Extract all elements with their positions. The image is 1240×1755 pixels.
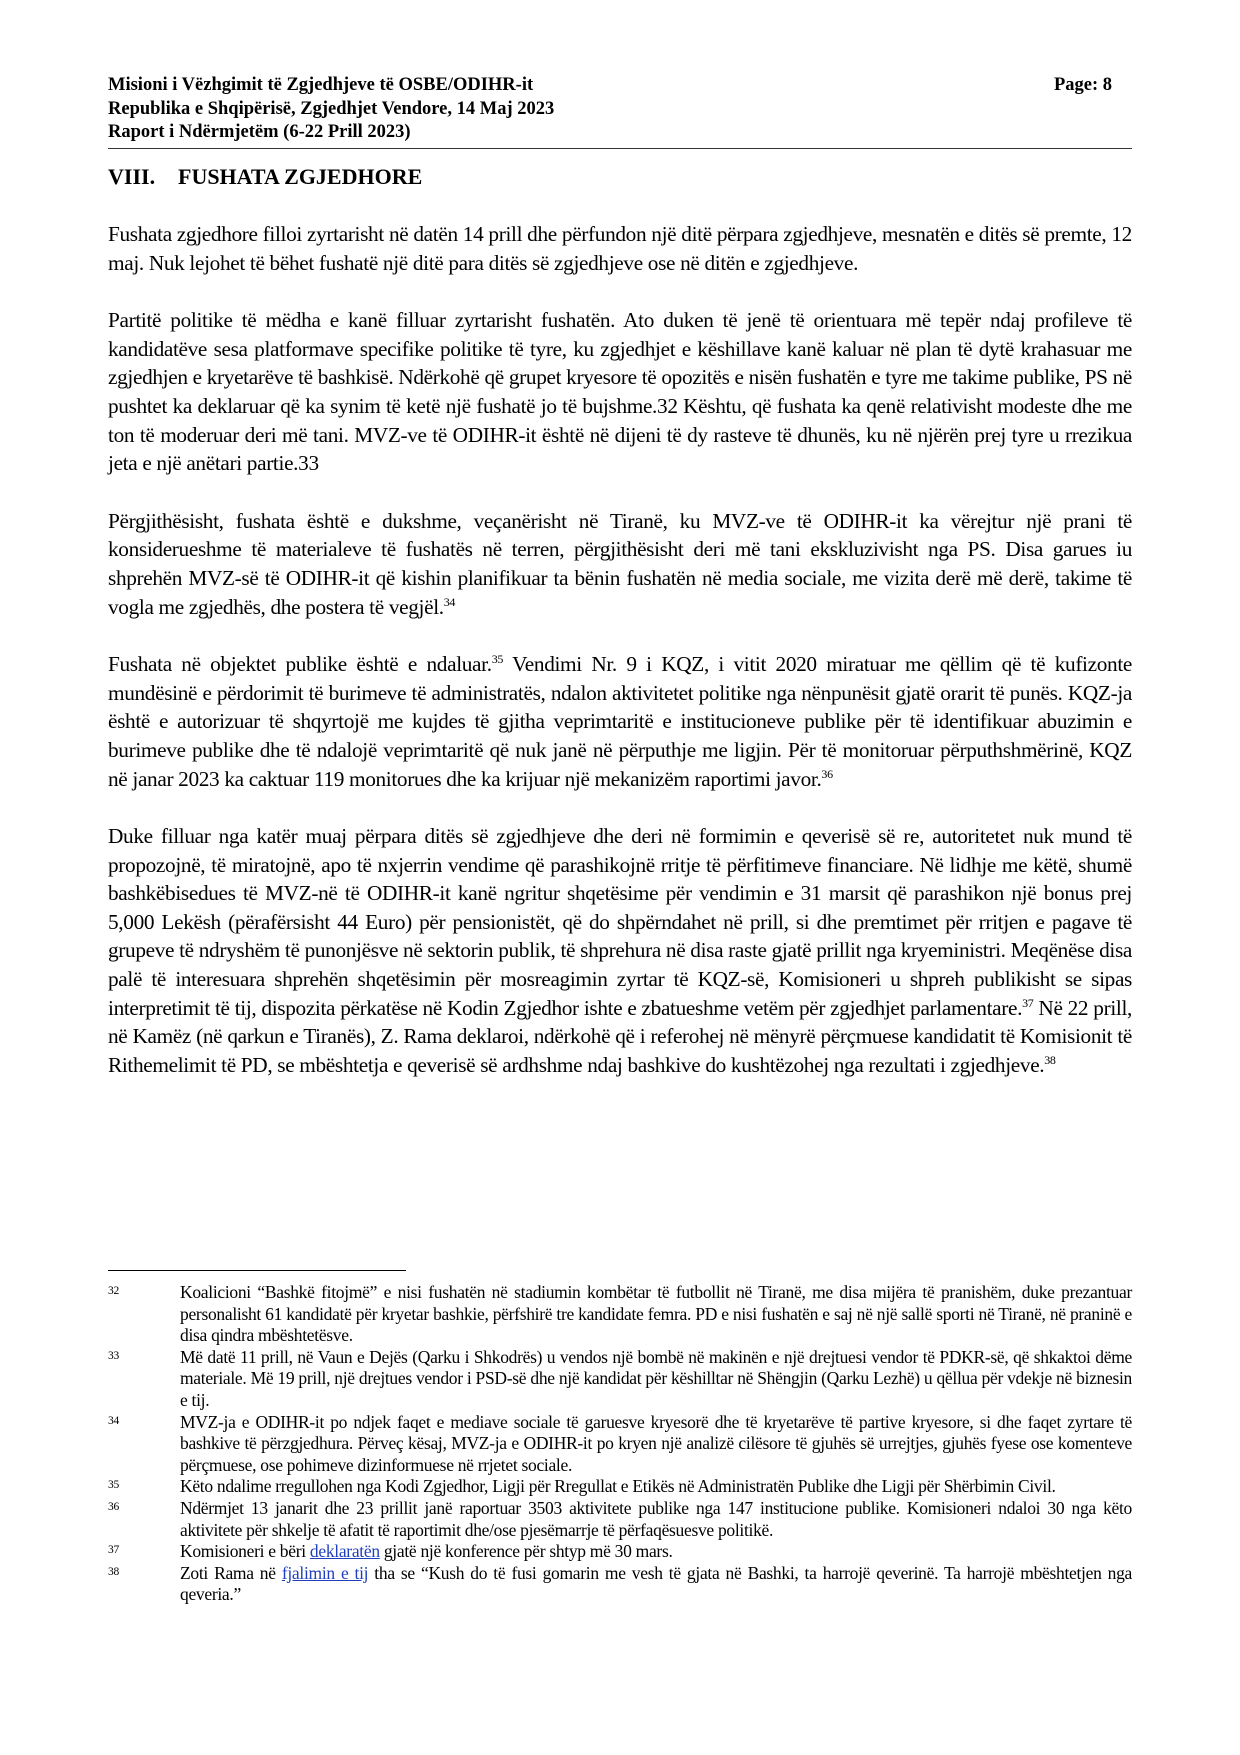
paragraph-campaign-period: Fushata zgjedhore filloi zyrtarisht në datën 14 prill dhe përfundon një ditë përpara zgjedhjeve, mesnatën e ditës së premte, 12 maj. Nuk lejohet të bëhet fushatë një ditë para ditës së zgjedhjeve ose në ditën e zgjedhjeve. — [108, 222, 1132, 275]
footnote-ref-36[interactable]: 36 — [821, 766, 833, 781]
footnote-ref-35[interactable]: 35 — [491, 652, 504, 667]
footnote-ref-37[interactable]: 37 — [1022, 995, 1034, 1010]
footnote-number: 33 — [108, 1349, 119, 1362]
page-number: Page: 8 — [1053, 75, 1112, 95]
header-report-title: Raport i Ndërmjetëm (6-22 Prill 2023) — [108, 122, 411, 142]
footnote-ref-34[interactable]: 34 — [443, 594, 456, 609]
paragraph-public-premises — [108, 650, 1132, 793]
footnote-33 — [108, 1347, 1132, 1412]
paragraph-text: Fushata në objektet publike është e ndaluar. — [108, 652, 492, 677]
section-number: VIII. — [108, 164, 156, 189]
footnote-number: 32 — [108, 1285, 119, 1297]
footnote-text: Këto ndalime rregullohen nga Kodi Zgjedhor, Ligji për Rregullat e Etikës në Administratën Publike dhe Ligji për Shërbimin Civil. — [180, 1476, 1056, 1497]
footnote-text-part: tha se “Kush do të fusi gomarin me vesh të gjata në Bashki, ta harrojë qeverinë. Ta harrojë mbështetjen nga qeveria.” — [180, 1562, 1132, 1605]
footnotes — [108, 1282, 1132, 1606]
running-header — [108, 74, 1132, 149]
header-mission-title: Misioni i Vëzhgimit të Zgjedhjeve të OSBE/ODIHR-it — [108, 75, 534, 95]
paragraph-campaign-visibility — [108, 507, 1132, 621]
footnote-number: 38 — [108, 1565, 119, 1578]
footnote-37 — [108, 1541, 1132, 1563]
footnote-ref-38[interactable]: 38 — [1044, 1052, 1056, 1067]
footnote-text-part: gjatë një konference për shtyp më 30 mars. — [379, 1541, 673, 1562]
footnote-number: 35 — [108, 1479, 119, 1492]
paragraph-text: Vendimi Nr. 9 i KQZ, i vitit 2020 miratuar me qëllim që të kufizonte mundësinë e përdorimit të burimeve të administratës, ndalon aktivitetet politike nga nënpunësit gjatë orarit të punës. KQZ-ja është e autorizuar të shqyrtojë me kujdes të gjitha veprimtaritë e institucioneve publike për të identifikuar abuzimin e burimeve publike dhe të ndalojë veprimtaritë që nuk janë në përputhje me ligjin. Për të monitoruar përputhshmërinë, KQZ në janar 2023 ka caktuar 119 monitorues dhe ka krijuar një mekanizëm raportimi javor. — [108, 652, 1132, 791]
section-title: FUSHATA ZGJEDHORE — [178, 164, 423, 189]
paragraph-text: Në 22 prill, në Kamëz (në qarkun e Tiranës), Z. Rama deklaroi, ndërkohë që i referohej në mënyrë përçmuese kandidatit të Komisionit të Rithemelimit të PD, se mbështetja e qeverisë së ardhshme ndaj bashkive do kushtëzohej nga rezultati i zgjedhjeve. — [108, 995, 1132, 1077]
footnote-text: Ndërmjet 13 janarit dhe 23 prillit janë raportuar 3503 aktivitete publike nga 147 institucione publike. Komisioneri ndaloi 30 nga këto aktivitete për shkelje të afatit të raportimit dhe/ose pjesëmarrje të përfaqësuesve politikë. — [180, 1497, 1132, 1540]
footnote-text: Më datë 11 prill, në Vaun e Dejës (Qarku i Shkodrës) u vendos një bombë në makinën e një drejtuesi vendor të PDKR-së, që shkaktoi dëme materiale. Më 19 prill, një drejtues vendor i PSD-së dhe një kandidat për këshilltar në Shëngjin (Qarku Lezhë) u qëllua për vdekje në biznesin e tij. — [180, 1346, 1132, 1410]
header-election-title: Republika e Shqipërisë, Zgjedhjet Vendore, 14 Maj 2023 — [108, 98, 555, 119]
footnote-38 — [108, 1563, 1132, 1606]
footnote-text-part: Komisioneri e bëri — [180, 1541, 310, 1562]
paragraph-parties-campaign: Partitë politike të mëdha e kanë filluar zyrtarisht fushatën. Ato duken të jenë të orientuara më tepër ndaj profileve të kandidatëve sesa platformave specifike politike të tyre, ku zgjedhjet e këshillave kanë kaluar në plan të dytë krahasuar me zgjedhjen e kryetarëve të bashkisë. Ndërkohë që grupet kryesore të opozitës e nisën fushatën e tyre me takime publike, PS në pushtet ka deklaruar që ka synim të ketë një fushatë jo të bujshme.32 Kështu, që fushata ka qenë relativisht modeste dhe me ton të moderuar deri më tani. MVZ-ve të ODIHR-it është në dijeni të dy rasteve të dhunës, ku në njërën prej tyre u rrezikua jeta e një anëtari partie.33 — [108, 308, 1132, 476]
section-heading — [108, 163, 422, 191]
paragraph-financial-benefits — [108, 822, 1132, 1079]
declaration-link[interactable]: deklaratën — [309, 1541, 380, 1562]
footnote-separator — [108, 1270, 406, 1271]
speech-link[interactable]: fjalimin e tij — [281, 1562, 369, 1583]
paragraph-text: Duke filluar nga katër muaj përpara ditës së zgjedhjeve dhe deri në formimin e qeverisë së re, autoritetet nuk mund të propozojnë, të miratojnë, apo të nxjerrin vendime që parashikojnë rritje të përfitimeve financiare. Në lidhje me këtë, shumë bashkëbisedues të MVZ-në të ODIHR-it kanë ngritur shqetësime për vendimin e 31 marsit që parashikon një bonus prej 5,000 Lekësh (përafërsisht 44 Euro) për pensionistët, që do shpërndahet në prill, si dhe premtimet për rritjen e pagave të grupeve të ndryshëm të punonjësve në sektorin publik, të shprehura në disa raste gjatë prillit nga kryeministri. Meqënëse disa palë të interesuara shprehën shqetësimin për mosreagimin zyrtar të KQZ-së, Komisioneri u shpreh publikisht se sipas interpretimit të tij, dispozita përkatëse në Kodin Zgjedhor ishte e zbatueshme vetëm për zgjedhjet parlamentare. — [108, 824, 1133, 1020]
footnote-text — [180, 1563, 1132, 1606]
footnote-number: 36 — [108, 1500, 119, 1513]
paragraph-text: Përgjithësisht, fushata është e dukshme, veçanërisht në Tiranë, ku MVZ-ve të ODIHR-it ka vërejtur një prani të konsiderueshme të materialeve të fushatës në terren, përgjithësisht deri më tani ekskluzivisht nga PS. Disa garues iu shprehën MVZ-së të ODIHR-it që kishin planifikuar ta bënin fushatën në media sociale, me vizita derë më derë, takime të vogla me zgjedhës, dhe postera të vegjël. — [108, 508, 1132, 619]
footnote-number: 37 — [108, 1544, 119, 1557]
footnote-number: 34 — [108, 1414, 119, 1427]
footnote-text: Koalicioni “Bashkë fitojmë” e nisi fushatën në stadiumin kombëtar të futbollit në Tiranë, me disa mijëra të pranishëm, duke prezantuar personalisht 61 kandidatë për kryetar bashkie, përfshirë tre kandidate femra. PD e nisi fushatën e saj në një sallë sporti në Tiranë, në praninë e disa qindra mbështetësve. — [180, 1282, 1132, 1346]
footnote-32 — [108, 1282, 1132, 1347]
footnote-36 — [108, 1498, 1132, 1541]
footnote-text-part: Zoti Rama në — [180, 1562, 282, 1583]
footnote-text: MVZ-ja e ODIHR-it po ndjek faqet e mediave sociale të garuesve kryesorë dhe të kryetarëve të partive kryesore, si dhe faqet zyrtare të bashkive të përzgjedhura. Përveç kësaj, MVZ-ja e ODIHR-it po kryen një analizë cilësore të gjuhës së urrejtjes, gjuhës fyese ose komenteve përçmuese, ose pohimeve dizinformuese në rrjetet sociale. — [180, 1411, 1132, 1475]
footnote-text — [180, 1541, 1132, 1563]
footnote-34 — [108, 1412, 1132, 1477]
footnote-35 — [108, 1476, 1132, 1498]
body-text — [108, 220, 1132, 1108]
